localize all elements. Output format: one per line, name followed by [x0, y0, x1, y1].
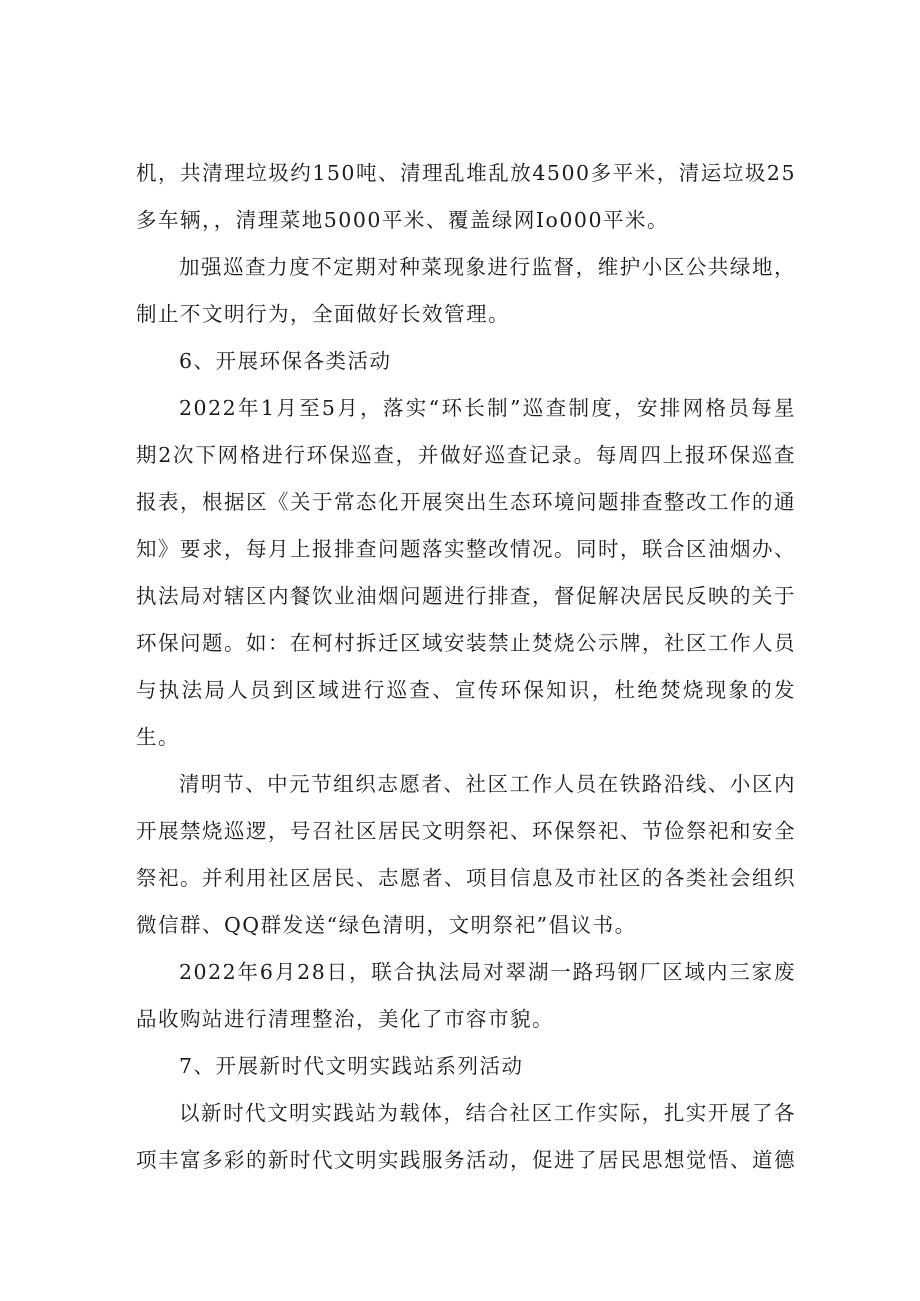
- paragraph-patrol-supervision: 加强巡查力度不定期对种菜现象进行监督，维护小区公共绿地，制止不文明行为，全面做好长效管理。: [136, 255, 796, 326]
- paragraph-environmental-patrol: 2022年1月至5月，落实“环长制”巡查制度，安排网格员每星期2次下网格进行环保巡查，并做好巡查记录。每周四上报环保巡查报表，根据区《关于常态化开展突出生态环境问题排查整改工作的通知》要求，每月上报排查问题落实整改情况。同时，联合区油烟办、执法局对辖区内餐饮业油烟问题进行排查，督促解决居民反映的关于环保问题。如：在柯村拆迁区域安装禁止焚烧公示牌，社区工作人员与执法局人员到区域进行巡查、宣传环保知识，杜绝焚烧现象的发生。: [136, 396, 796, 749]
- paragraph-continuation: 机，共清理垃圾约150吨、清理乱堆乱放4500多平米，清运垃圾25多车辆，，清理菜地5000平米、覆盖绿网Io000平米。: [136, 161, 796, 232]
- section-heading-7: 7、开展新时代文明实践站系列活动: [179, 1054, 524, 1078]
- section-heading-6: 6、开展环保各类活动: [179, 349, 392, 373]
- paragraph-qingming-festival: 清明节、中元节组织志愿者、社区工作人员在铁路沿线、小区内开展禁烧巡逻，号召社区居民文明祭祀、环保祭祀、节俭祭祀和安全祭祀。并利用社区居民、志愿者、项目信息及市社区的各类社会组织微信群、QQ群发送“绿色清明，文明祭祀”倡议书。: [136, 772, 796, 937]
- paragraph-recycling-cleanup: 2022年6月28日，联合执法局对翠湖一路玛钢厂区域内三家废品收购站进行清理整治，美化了市容市貌。: [136, 960, 796, 1031]
- paragraph-civilization-practice: 以新时代文明实践站为载体，结合社区工作实际，扎实开展了各项丰富多彩的新时代文明实践服务活动，促进了居民思想觉悟、道德: [136, 1101, 796, 1172]
- document-body: [136, 150, 796, 1184]
